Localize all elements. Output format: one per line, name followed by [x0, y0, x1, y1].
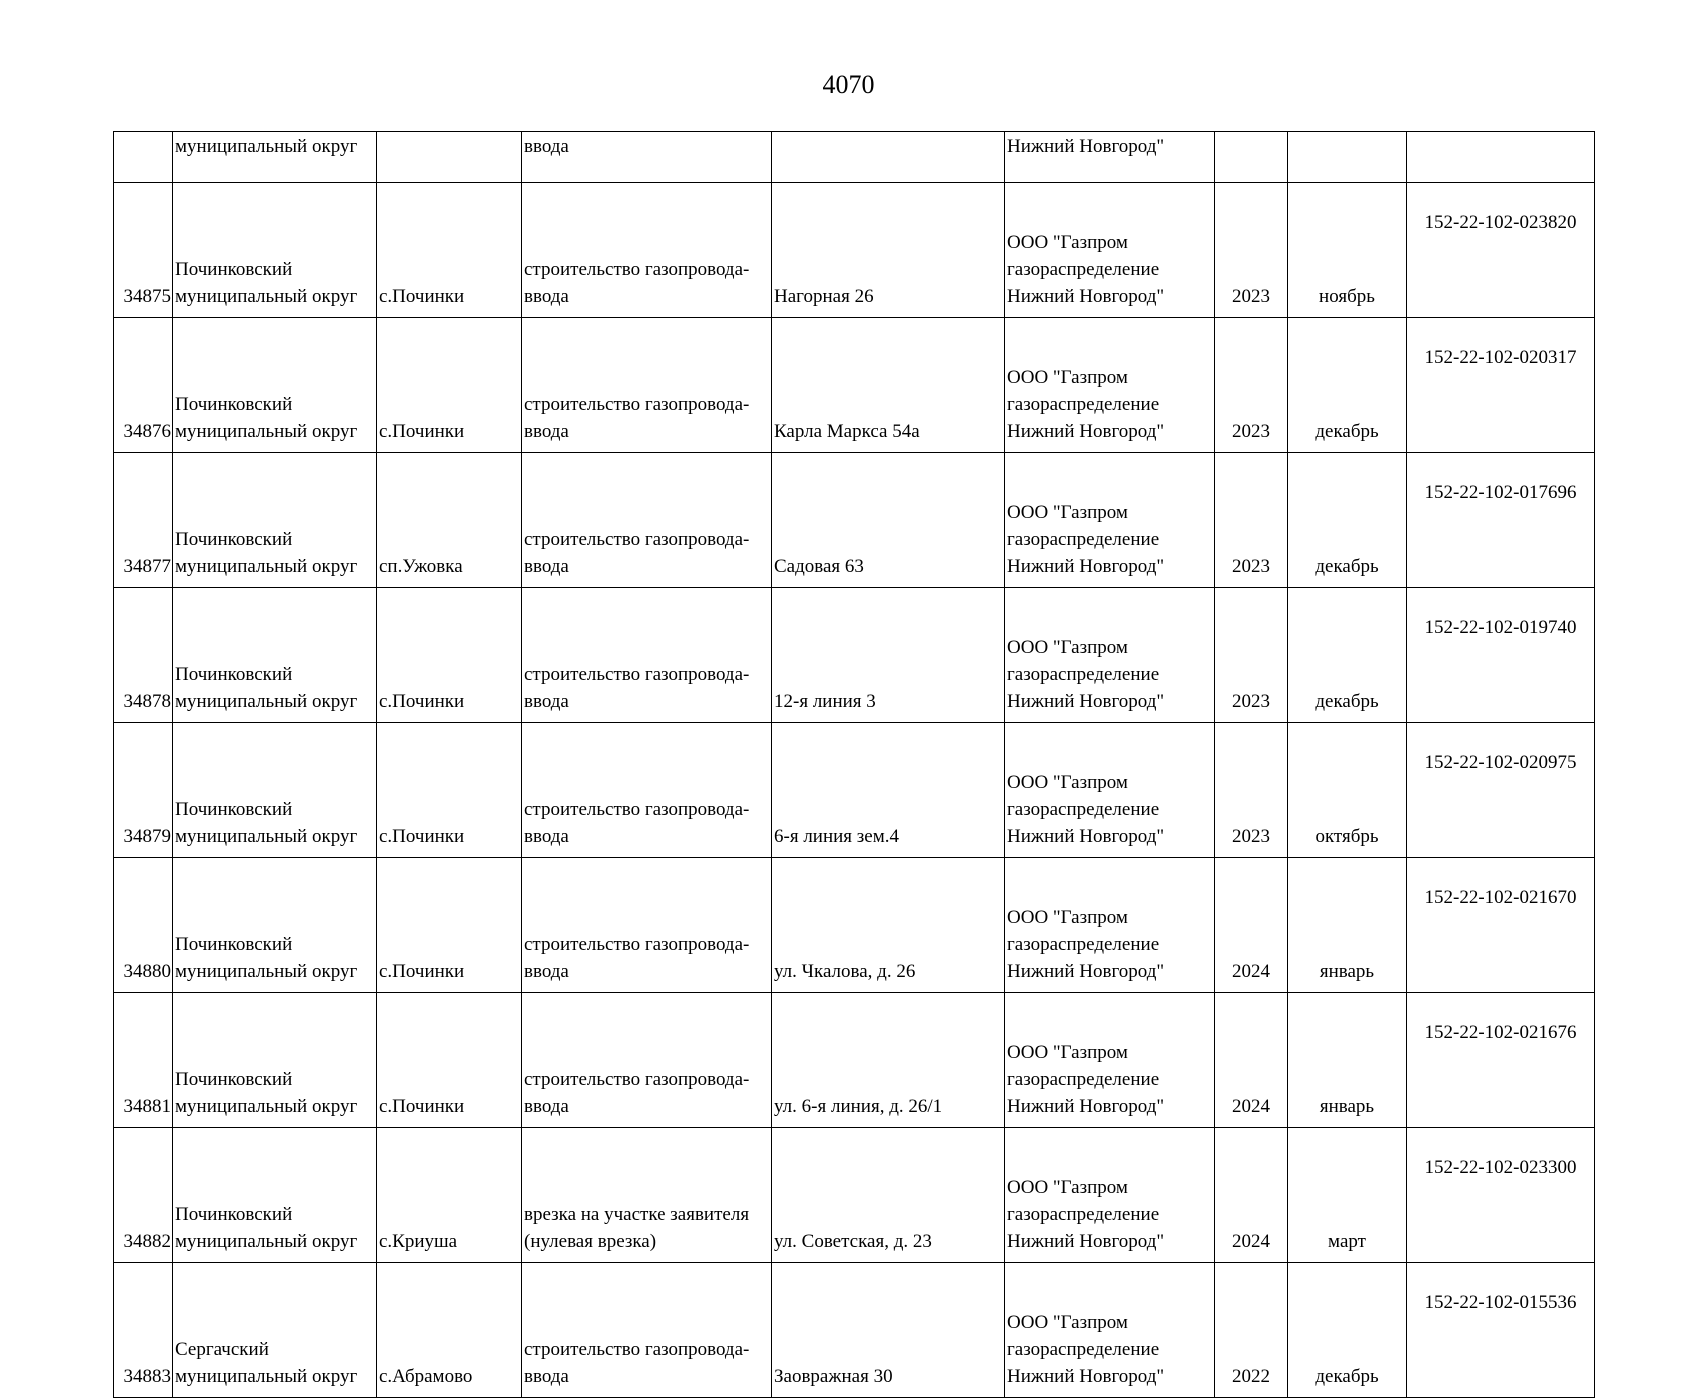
cell-locality: с.Криуша	[377, 1128, 522, 1263]
cell-address: ул. 6-я линия, д. 26/1	[772, 993, 1005, 1128]
cell-address: ул. Чкалова, д. 26	[772, 858, 1005, 993]
cell-address: Нагорная 26	[772, 183, 1005, 318]
cell-code: 152-22-102-020317	[1407, 318, 1595, 453]
cell-district: Починковский муниципальный округ	[173, 993, 377, 1128]
cell-district: Починковский муниципальный округ	[173, 723, 377, 858]
cell-work: строительство газопровода- ввода	[522, 588, 772, 723]
cell-code: 152-22-102-023300	[1407, 1128, 1595, 1263]
cell-code: 152-22-102-021670	[1407, 858, 1595, 993]
cell-month	[1288, 132, 1407, 183]
cell-year: 2022	[1215, 1263, 1288, 1398]
cell-district: Починковский муниципальный округ	[173, 588, 377, 723]
cell-num: 34881	[114, 993, 173, 1128]
cell-month: ноябрь	[1288, 183, 1407, 318]
cell-org: ООО "Газпром газораспределение Нижний Новгород"	[1005, 453, 1215, 588]
cell-address: ул. Советская, д. 23	[772, 1128, 1005, 1263]
cell-org: Нижний Новгород"	[1005, 132, 1215, 183]
cell-code: 152-22-102-015536	[1407, 1263, 1595, 1398]
table-row	[114, 993, 1595, 1128]
cell-locality: с.Починки	[377, 723, 522, 858]
cell-org: ООО "Газпром газораспределение Нижний Новгород"	[1005, 858, 1215, 993]
cell-locality	[377, 132, 522, 183]
cell-month: март	[1288, 1128, 1407, 1263]
cell-district: муниципальный округ	[173, 132, 377, 183]
cell-num: 34880	[114, 858, 173, 993]
cell-locality: с.Починки	[377, 318, 522, 453]
cell-work: строительство газопровода- ввода	[522, 723, 772, 858]
cell-org: ООО "Газпром газораспределение Нижний Новгород"	[1005, 1263, 1215, 1398]
cell-work: врезка на участке заявителя (нулевая врезка)	[522, 1128, 772, 1263]
cell-month: декабрь	[1288, 1263, 1407, 1398]
cell-locality: с.Починки	[377, 993, 522, 1128]
cell-work: строительство газопровода- ввода	[522, 858, 772, 993]
cell-locality: с.Абрамово	[377, 1263, 522, 1398]
cell-work: строительство газопровода- ввода	[522, 993, 772, 1128]
cell-work: строительство газопровода- ввода	[522, 183, 772, 318]
table-row	[114, 132, 1595, 183]
cell-month: декабрь	[1288, 453, 1407, 588]
cell-month: декабрь	[1288, 318, 1407, 453]
cell-num	[114, 132, 173, 183]
table-row	[114, 318, 1595, 453]
cell-num: 34883	[114, 1263, 173, 1398]
cell-org: ООО "Газпром газораспределение Нижний Новгород"	[1005, 318, 1215, 453]
cell-org: ООО "Газпром газораспределение Нижний Новгород"	[1005, 588, 1215, 723]
cell-year: 2024	[1215, 993, 1288, 1128]
cell-year: 2023	[1215, 318, 1288, 453]
cell-month: январь	[1288, 993, 1407, 1128]
cell-num: 34882	[114, 1128, 173, 1263]
table-row	[114, 183, 1595, 318]
cell-num: 34877	[114, 453, 173, 588]
cell-org: ООО "Газпром газораспределение Нижний Новгород"	[1005, 1128, 1215, 1263]
cell-code: 152-22-102-019740	[1407, 588, 1595, 723]
cell-year	[1215, 132, 1288, 183]
cell-address: Карла Маркса 54а	[772, 318, 1005, 453]
cell-address: Садовая 63	[772, 453, 1005, 588]
cell-locality: с.Починки	[377, 858, 522, 993]
cell-num: 34878	[114, 588, 173, 723]
cell-locality: с.Починки	[377, 588, 522, 723]
cell-code: 152-22-102-020975	[1407, 723, 1595, 858]
cell-address: 12-я линия 3	[772, 588, 1005, 723]
cell-district: Починковский муниципальный округ	[173, 318, 377, 453]
table-row	[114, 588, 1595, 723]
cell-address	[772, 132, 1005, 183]
cell-code: 152-22-102-017696	[1407, 453, 1595, 588]
cell-work: строительство газопровода- ввода	[522, 1263, 772, 1398]
cell-month: декабрь	[1288, 588, 1407, 723]
cell-year: 2024	[1215, 858, 1288, 993]
cell-org: ООО "Газпром газораспределение Нижний Новгород"	[1005, 993, 1215, 1128]
cell-work: строительство газопровода- ввода	[522, 318, 772, 453]
cell-year: 2023	[1215, 453, 1288, 588]
cell-org: ООО "Газпром газораспределение Нижний Новгород"	[1005, 723, 1215, 858]
cell-num: 34879	[114, 723, 173, 858]
cell-district: Починковский муниципальный округ	[173, 858, 377, 993]
cell-locality: с.Починки	[377, 183, 522, 318]
table-row	[114, 723, 1595, 858]
cell-code: 152-22-102-023820	[1407, 183, 1595, 318]
cell-locality: сп.Ужовка	[377, 453, 522, 588]
cell-code: 152-22-102-021676	[1407, 993, 1595, 1128]
cell-num: 34876	[114, 318, 173, 453]
cell-work: строительство газопровода- ввода	[522, 453, 772, 588]
cell-district: Починковский муниципальный округ	[173, 453, 377, 588]
table-row	[114, 453, 1595, 588]
cell-num: 34875	[114, 183, 173, 318]
cell-month: октябрь	[1288, 723, 1407, 858]
cell-year: 2024	[1215, 1128, 1288, 1263]
page-number: 4070	[822, 70, 875, 99]
table-row	[114, 1128, 1595, 1263]
cell-address: 6-я линия зем.4	[772, 723, 1005, 858]
cell-code	[1407, 132, 1595, 183]
cell-org: ООО "Газпром газораспределение Нижний Новгород"	[1005, 183, 1215, 318]
cell-year: 2023	[1215, 723, 1288, 858]
cell-district: Починковский муниципальный округ	[173, 1128, 377, 1263]
cell-year: 2023	[1215, 588, 1288, 723]
cell-address: Заовражная 30	[772, 1263, 1005, 1398]
cell-district: Починковский муниципальный округ	[173, 183, 377, 318]
registry-table	[113, 131, 1595, 1398]
cell-month: январь	[1288, 858, 1407, 993]
table-row	[114, 1263, 1595, 1398]
cell-work: ввода	[522, 132, 772, 183]
table-row	[114, 858, 1595, 993]
cell-district: Сергачский муниципальный округ	[173, 1263, 377, 1398]
cell-year: 2023	[1215, 183, 1288, 318]
